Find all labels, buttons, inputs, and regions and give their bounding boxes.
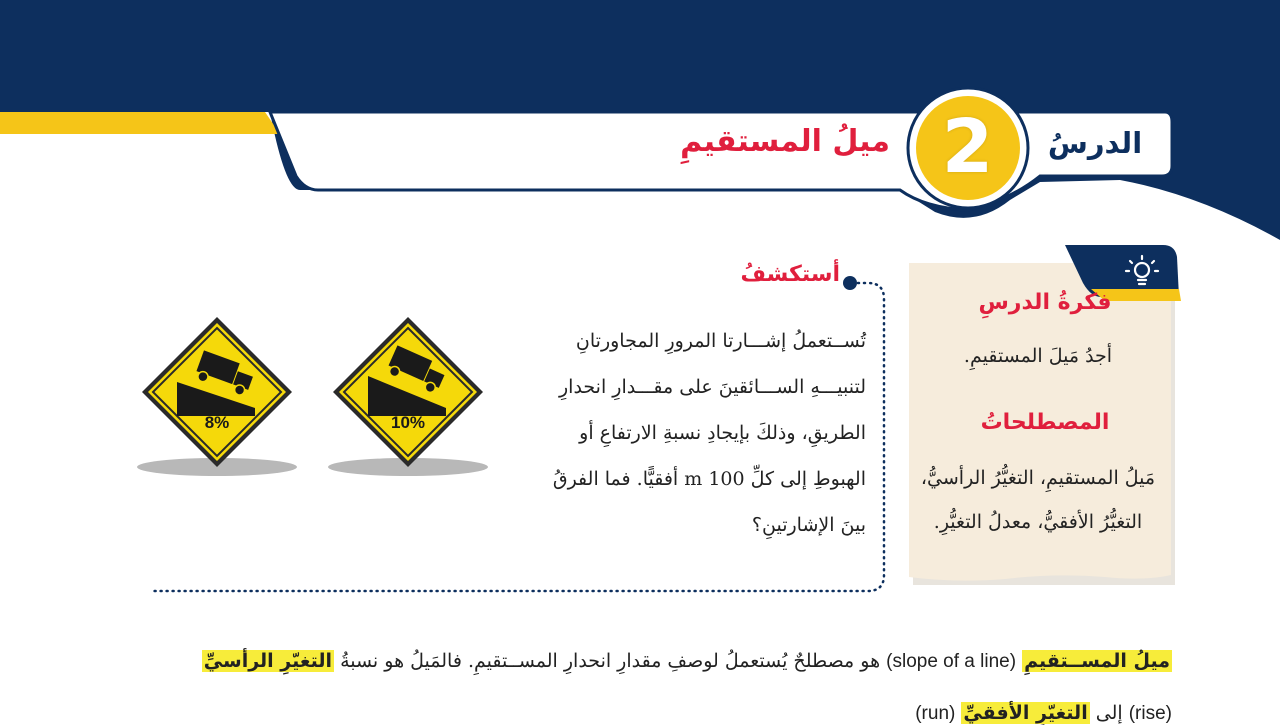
- explore-line: تُســتعملُ إشـــارتا المرورِ المجاورتانِ: [575, 330, 866, 352]
- lesson-header-banner: [0, 0, 1280, 240]
- slope-definition-line-2: [112, 702, 1172, 725]
- road-sign-8-percent: [137, 312, 297, 477]
- explore-line: لتنبيـــهِ الســـائقينَ على مقـــدارِ انحدارِ: [558, 376, 866, 398]
- terms-line: التغيُّرُ الأفقيُّ، معدلُ التغيُّرِ.: [933, 511, 1143, 533]
- term-rise: التغيّرِ الرأسيِّ: [203, 650, 333, 672]
- explore-line: بينَ الإشارتينِ؟: [751, 514, 866, 536]
- connector-word: إلى: [1095, 702, 1123, 724]
- sign-grade-label: 10%: [390, 413, 426, 432]
- terms-heading: المصطلحاتُ: [980, 410, 1110, 435]
- term-slope-english: (slope of a line): [886, 651, 1017, 672]
- slope-definition-line: [112, 650, 1172, 673]
- explore-heading: أستكشفُ: [740, 262, 840, 287]
- explore-paragraph: [510, 318, 866, 548]
- term-run: التغيّرِ الأفقيِّ: [963, 702, 1088, 724]
- lesson-idea-line: أجدُ مَيلَ المستقيمِ.: [963, 345, 1113, 367]
- lesson-title: ميلُ المستقيمِ: [680, 124, 890, 159]
- terms-line: مَيلُ المستقيمِ، التغيُّرُ الرأسيُّ،: [920, 467, 1156, 489]
- definition-text: هو مصطلحٌ يُستعملُ لوصفِ مقدارِ انحدارِ المســتقيمِ. فالمَيلُ هو نسبةُ: [340, 650, 881, 672]
- lesson-number: 2: [941, 104, 994, 190]
- term-rise-english: (rise): [1128, 703, 1172, 724]
- explore-line: الهبوطِ إلى كلِّ 100 m أفقيًّا. فما الفرقُ: [552, 468, 866, 490]
- road-sign-10-percent: [328, 312, 488, 477]
- lightbulb-icon: [1122, 254, 1162, 290]
- explore-line: الطريقِ، وذلكَ بإيجادِ نسبةِ الارتفاعِ أو: [579, 422, 866, 444]
- term-slope: ميلُ المســتقيمِ: [1024, 650, 1170, 672]
- terms-list: [918, 456, 1158, 544]
- lesson-idea-heading: فكرةُ الدرسِ: [978, 290, 1112, 315]
- term-run-english: (run): [915, 703, 956, 724]
- sign-grade-label: 8%: [204, 413, 230, 432]
- lesson-idea-text: [918, 334, 1158, 378]
- lesson-label: الدرسُ: [1047, 126, 1143, 160]
